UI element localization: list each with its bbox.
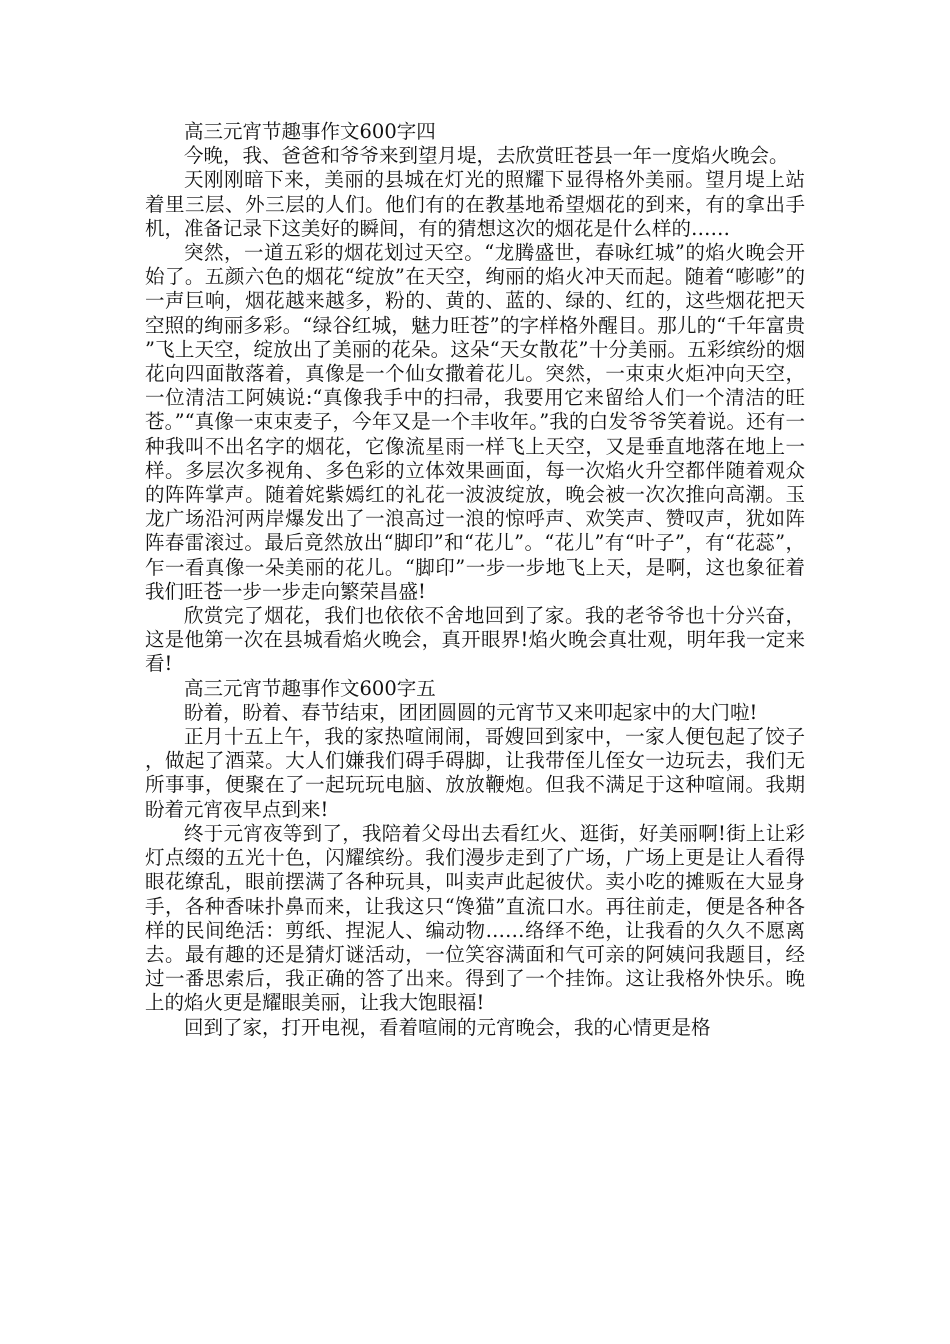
paragraph: 终于元宵夜等到了，我陪着父母出去看红火、逛街，好美丽啊!街上让彩灯点缀的五光十色，闪耀缤纷。我们漫步走到了广场，广场上更是让人看得眼花缭乱，眼前摆满了各种玩具，叫卖声此起彼伏。卖小吃的摊贩在大显身手，各种香味扑鼻而来，让我这只“馋猫”直流口水。再往前走，便是各种各样的民间绝活：剪纸、捏泥人、编动物……络绎不绝，让我看的久久不愿离去。最有趣的还是猜灯谜活动，一位笑容满面和气可亲的阿姨问我题目，经过一番思索后，我正确的答了出来。得到了一个挂饰。这让我格外快乐。晚上的焰火更是耀眼美丽，让我大饱眼福! xyxy=(145,821,805,1015)
section-title: 高三元宵节趣事作文600字四 xyxy=(184,120,436,143)
paragraph: 盼着，盼着、春节结束，团团圆圆的元宵节又来叩起家中的大门啦! xyxy=(184,700,758,724)
paragraph: 突然，一道五彩的烟花划过天空。“龙腾盛世，春咏红城”的焰火晚会开始了。五颜六色的烟花“绽放”在天空，绚丽的焰火冲天而起。随着“嘭嘭”的一声巨响，烟花越来越多，粉的、黄的、蓝的、绿的、红的，这些烟花把天空照的绚丽多彩。“绿谷红城，魅力旺苍”的字样格外醒目。那儿的“千年富贵”飞上天空，绽放出了美丽的花朵。这朵“天女散花”十分美丽。五彩缤纷的烟花向四面散落着，真像是一个仙女撒着花儿。突然，一束束火炬冲向天空，一位清洁工阿姨说:“真像我手中的扫帚，我要用它来留给人们一个清洁的旺苍。”“真像一束束麦子，今年又是一个丰收年。”我的白发爷爷笑着说。还有一种我叫不出名字的烟花，它像流星雨一样飞上天空，又是垂直地落在地上一样。多层次多视角、多色彩的立体效果画面，每一次焰火升空都伴随着观众的阵阵掌声。随着姹紫嫣红的礼花一波波绽放，晚会被一次次推向高潮。玉龙广场沿河两岸爆发出了一浪高过一浪的惊呼声、欢笑声、赞叹声，犹如阵阵春雷滚过。最后竟然放出“脚印”和“花儿”。“花儿”有“叶子”，有“花蕊”，乍一看真像一朵美丽的花儿。“脚印”一步一步地飞上天，是啊，这也象征着我们旺苍一步一步走向繁荣昌盛! xyxy=(145,241,805,603)
paragraph: 欣赏完了烟花，我们也依依不舍地回到了家。我的老爷爷也十分兴奋，这是他第一次在县城看焰火晚会，真开眼界!焰火晚会真壮观，明年我一定来看! xyxy=(145,604,805,676)
paragraph: 回到了家，打开电视，看着喧闹的元宵晚会，我的心情更是格 xyxy=(184,1015,711,1039)
paragraph: 正月十五上午，我的家热喧闹闹，哥嫂回到家中，一家人便包起了饺子，做起了酒菜。大人们嫌我们碍手碍脚，让我带侄儿侄女一边玩去，我们无所事事，便聚在了一起玩玩电脑、放放鞭炮。但我不满足于这种喧闹。我期盼着元宵夜早点到来! xyxy=(145,725,805,821)
paragraph: 今晚，我、爸爸和爷爷来到望月堤，去欣赏旺苍县一年一度焰火晚会。 xyxy=(184,144,789,168)
document-page xyxy=(145,120,805,1040)
paragraph: 天刚刚暗下来，美丽的县城在灯光的照耀下显得格外美丽。望月堤上站着里三层、外三层的人们。他们有的在教基地希望烟花的到来，有的拿出手机，准备记录下这美好的瞬间，有的猜想这次的烟花是什么样的…… xyxy=(145,168,805,240)
section-title: 高三元宵节趣事作文600字五 xyxy=(184,676,436,700)
